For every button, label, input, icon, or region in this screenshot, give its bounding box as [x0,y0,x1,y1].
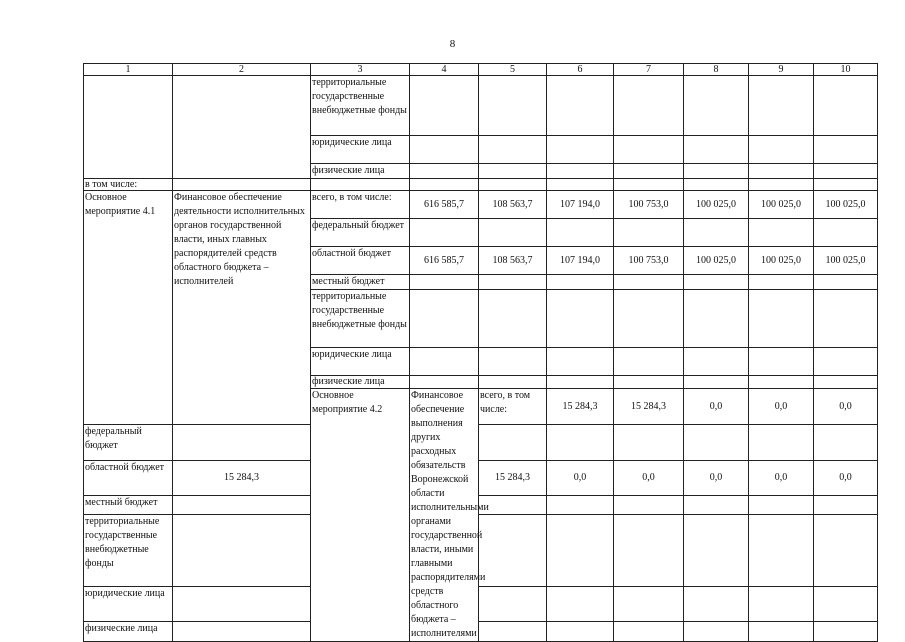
source-label: всего, в том числе: [311,191,410,219]
col-header: 1 [84,64,173,76]
header-row [84,64,878,76]
value-cell: 0,0 [547,461,614,496]
source-label: территориальные государственные внебюджетные фонды [311,76,410,136]
value-cell: 0,0 [684,461,749,496]
value-cell: 108 563,7 [479,191,547,219]
value-cell: 100 753,0 [614,191,684,219]
col-header: 5 [479,64,547,76]
value-cell: 0,0 [614,461,684,496]
source-label: территориальные государственные внебюджетные фонды [311,290,410,348]
table-row [84,191,878,219]
including-label: в том числе: [84,179,173,191]
value-cell: 616 585,7 [410,191,479,219]
source-label: физические лица [84,622,173,642]
value-cell: 100 025,0 [749,191,814,219]
source-label: юридические лица [84,587,173,622]
col-header: 6 [547,64,614,76]
source-label: юридические лица [311,348,410,376]
table-row [84,587,878,622]
table-row [84,76,878,136]
value-cell: 100 025,0 [749,247,814,275]
value-cell: 107 194,0 [547,247,614,275]
source-label: физические лица [311,376,410,389]
table-row [84,622,878,642]
source-label: территориальные государственные внебюджетные фонды [84,514,173,586]
source-label: юридические лица [311,136,410,164]
col-header: 9 [749,64,814,76]
empty-cell [173,76,311,179]
measure-description: Финансовое обеспечение деятельности исполнительных органов государственной власти, иных главных распорядителей средств областного бюджета – исполнителей [173,191,311,425]
source-label: федеральный бюджет [311,219,410,247]
value-cell: 0,0 [749,389,814,425]
table-row [84,425,878,461]
col-header: 8 [684,64,749,76]
source-label: областной бюджет [311,247,410,275]
page-number: 8 [449,38,456,50]
source-label: местный бюджет [311,275,410,290]
value-cell: 100 025,0 [684,191,749,219]
value-cell: 15 284,3 [547,389,614,425]
col-header: 10 [814,64,878,76]
value-cell: 100 025,0 [814,247,878,275]
value-cell: 0,0 [814,461,878,496]
value-cell: 108 563,7 [479,247,547,275]
source-label: областной бюджет [84,461,173,496]
col-header: 7 [614,64,684,76]
measure-name: Основное мероприятие 4.2 [311,389,410,642]
value-cell: 107 194,0 [547,191,614,219]
table-row [84,179,878,191]
col-header: 2 [173,64,311,76]
value-cell: 0,0 [684,389,749,425]
empty-cell [84,76,173,179]
table-row [84,461,878,496]
source-label: физические лица [311,164,410,179]
value-cell: 100 025,0 [814,191,878,219]
value-cell: 616 585,7 [410,247,479,275]
value-cell: 15 284,3 [479,461,547,496]
measure-name: Основное мероприятие 4.1 [84,191,173,425]
source-label: федеральный бюджет [84,425,173,461]
value-cell: 100 025,0 [684,247,749,275]
source-label: всего, в том числе: [479,389,547,425]
value-cell: 0,0 [749,461,814,496]
value-cell: 0,0 [814,389,878,425]
value-cell: 100 753,0 [614,247,684,275]
col-header: 4 [410,64,479,76]
measure-description: Финансовое обеспечение выполнения других расходных обязательств Воронежской области исполнительными органами государственной власти, иными главными распорядителями средств областного бюджета – исполнителями [410,389,479,642]
value-cell: 15 284,3 [173,461,311,496]
source-label: местный бюджет [84,496,173,515]
col-header: 3 [311,64,410,76]
budget-table [83,63,878,642]
value-cell: 15 284,3 [614,389,684,425]
